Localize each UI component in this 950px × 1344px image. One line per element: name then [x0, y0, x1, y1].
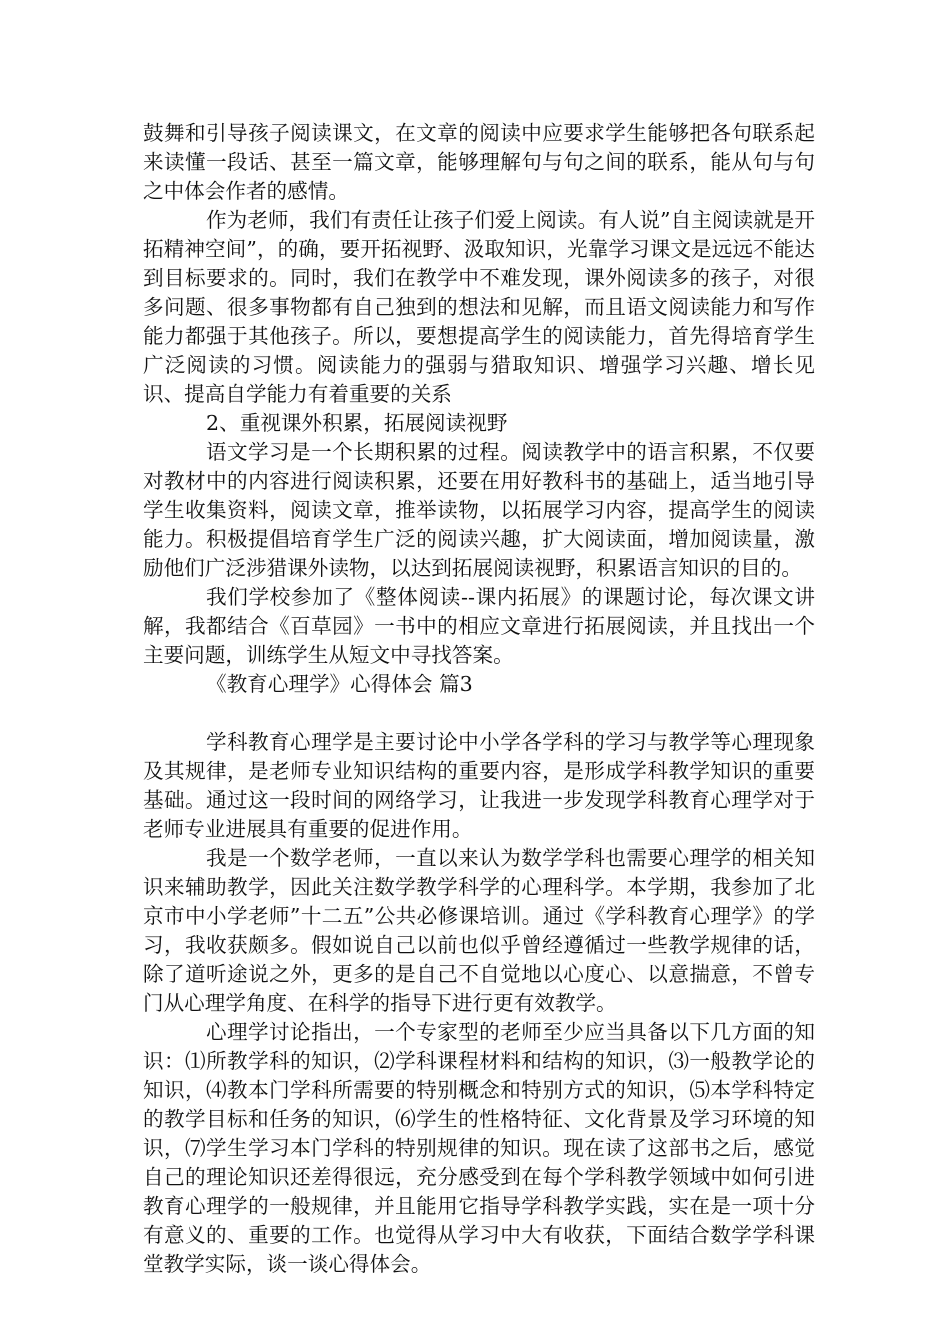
blank-line: [143, 699, 815, 728]
article-title-part3: 《教育心理学》心得体会 篇3: [206, 672, 473, 696]
paragraph-math-teacher: 我是一个数学老师，一直以来认为数学学科也需要心理学的相关知识来辅助教学，因此关注数学教学科学的心理科学。本学期，我参加了北京市中小学老师”十二五”公共必修课培训。通过《学科教育心理学》的学习，我收获颇多。假如说自己以前也似乎曾经遵循过一些教学规律的话，除了道听途说之外，更多的是自己不自觉地以心度心、以意揣意，不曾专门从心理学角度、在科学的指导下进行更有效教学。: [143, 846, 815, 1015]
paragraph-expert-teacher-knowledge: 心理学讨论指出，一个专家型的老师至少应当具备以下几方面的知识：⑴所教学科的知识，⑵学科课程材料和结构的知识，⑶一般教学论的知识，⑷教本门学科所需要的特别概念和特别方式的知识，⑸本学科特定的教学目标和任务的知识，⑹学生的性格特征、文化背景及学习环境的知识，⑺学生学习本门学科的特别规律的知识。现在读了这部书之后，感觉自己的理论知识还差得很远，充分感受到在每个学科教学领域中如何引进教育心理学的一般规律，并且能用它指导学科教学实践，实在是一项十分有意义的、重要的工作。也觉得从学习中大有收获，下面结合数学学科课堂教学实际，谈一谈心得体会。: [143, 1020, 815, 1276]
paragraph-reading-intro: 鼓舞和引导孩子阅读课文，在文章的阅读中应要求学生能够把各句联系起来读懂一段话、甚至一篇文章，能够理解句与句之间的联系，能从句与句之中体会作者的感情。: [143, 121, 815, 203]
section-heading-extracurricular: 2、重视课外积累，拓展阅读视野: [206, 411, 508, 435]
paragraph-language-accumulation: 语文学习是一个长期积累的过程。阅读教学中的语言积累，不仅要对教材中的内容进行阅读积累，还要在用好教科书的基础上，适当地引导学生收集资料，阅读文章，推举读物，以拓展学习内容，提高学生的阅读能力。积极提倡培育学生广泛的阅读兴趣，扩大阅读面，增加阅读量，激励他们广泛涉猎课外读物，以达到拓展阅读视野，积累语言知识的目的。: [143, 440, 815, 580]
paragraph-school-project: 我们学校参加了《整体阅读--课内拓展》的课题讨论，每次课文讲解，我都结合《百草园》一书中的相应文章进行拓展阅读，并且找出一个主要问题，训练学生从短文中寻找答案。: [143, 585, 815, 667]
document-body: [143, 119, 815, 1279]
paragraph-teacher-responsibility: 作为老师，我们有责任让孩子们爱上阅读。有人说”自主阅读就是开拓精神空间”，的确，要开拓视野、汲取知识，光靠学习课文是远远不能达到目标要求的。同时，我们在教学中不难发现，课外阅读多的孩子，对很多问题、很多事物都有自己独到的想法和见解，而且语文阅读能力和写作能力都强于其他孩子。所以，要想提高学生的阅读能力，首先得培育学生广泛阅读的习惯。阅读能力的强弱与猎取知识、增强学习兴趣、增长见识、提高自学能力有着重要的关系: [143, 208, 815, 406]
paragraph-subject-psychology: 学科教育心理学是主要讨论中小学各学科的学习与教学等心理现象及其规律，是老师专业知识结构的重要内容，是形成学科教学知识的重要基础。通过这一段时间的网络学习，让我进一步发现学科教育心理学对于老师专业进展具有重要的促进作用。: [143, 730, 815, 841]
